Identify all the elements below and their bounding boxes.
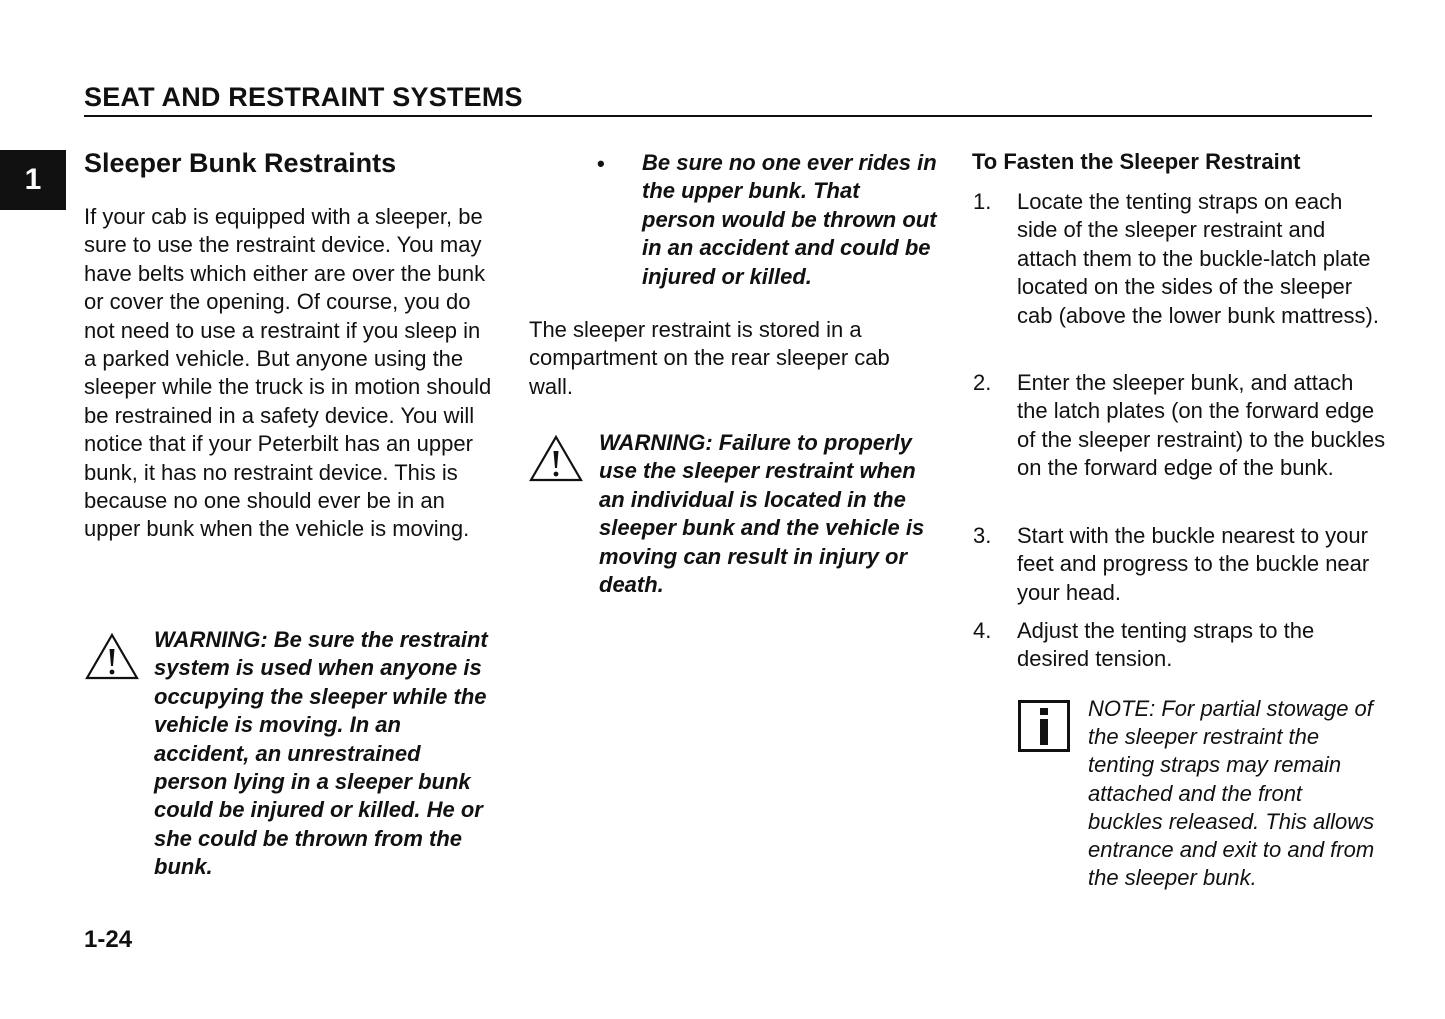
step-number: 2. [973,370,992,395]
warning-triangle-icon [529,434,583,482]
procedure-title: To Fasten the Sleeper Restraint [972,149,1301,174]
step-text: Locate the tenting straps on each side of the sleeper restraint and attach them to the buckle-latch plate located on the sides of the sleeper cab (above the lower bunk mattress). [1017,189,1379,328]
step-text: Adjust the tenting straps to the desired tension. [1017,618,1315,672]
upper-bunk-bullet: Be sure no one ever rides in the upper bunk. That person would be thrown out in an accident and could be injured or killed. [642,150,937,289]
step-number: 1. [973,189,992,214]
page-number: 1-24 [84,926,133,953]
partial-stowage-note: NOTE: For partial stowage of the sleeper restraint the tenting straps may remain attached and the front buckles released. This allows entrance and exit to and from the sleeper bunk. [1088,696,1375,891]
chapter-tab: 1 [0,150,66,210]
step-number: 4. [973,618,992,643]
page-header-title: SEAT AND RESTRAINT SYSTEMS [84,82,523,112]
step-text: Enter the sleeper bunk, and attach the latch plates (on the forward edge of the sleeper restraint) to the buckles on the forward edge of the bunk. [1017,370,1386,481]
step-number: 3. [973,523,992,548]
bullet-marker: • [597,151,605,176]
intro-paragraph: If your cab is equipped with a sleeper, be sure to use the restraint device. You may have belts which either are over the bunk or cover the opening. Of course, you do not need to use a restraint if you sleep in a parked vehicle. But anyone using the sleeper while the truck is in motion should be restrained in a safety device. You will notice that if your Peterbilt has an upper bunk, it has no restraint device. This is because no one should ever be in an upper bunk when the vehicle is moving. [84,204,492,542]
warning-triangle-icon [85,632,139,680]
storage-paragraph: The sleeper restraint is stored in a compartment on the rear sleeper cab wall. [529,317,890,399]
warning-restraint-use: WARNING: Be sure the restraint system is used when anyone is occupying the sleeper while the vehicle is moving. In an accident, an unrestrained person lying in a sleeper bunk could be injured or killed. He or she could be thrown from the bunk. [154,627,488,880]
header-divider [84,115,1372,117]
step-text: Start with the buckle nearest to your feet and progress to the buckle near your head. [1017,523,1370,605]
section-title: Sleeper Bunk Restraints [84,148,397,178]
warning-failure-to-use: WARNING: Failure to properly use the sleeper restraint when an individual is located in the sleeper bunk and the vehicle is moving can result in injury or death. [599,430,925,598]
info-note-icon [1018,700,1070,752]
